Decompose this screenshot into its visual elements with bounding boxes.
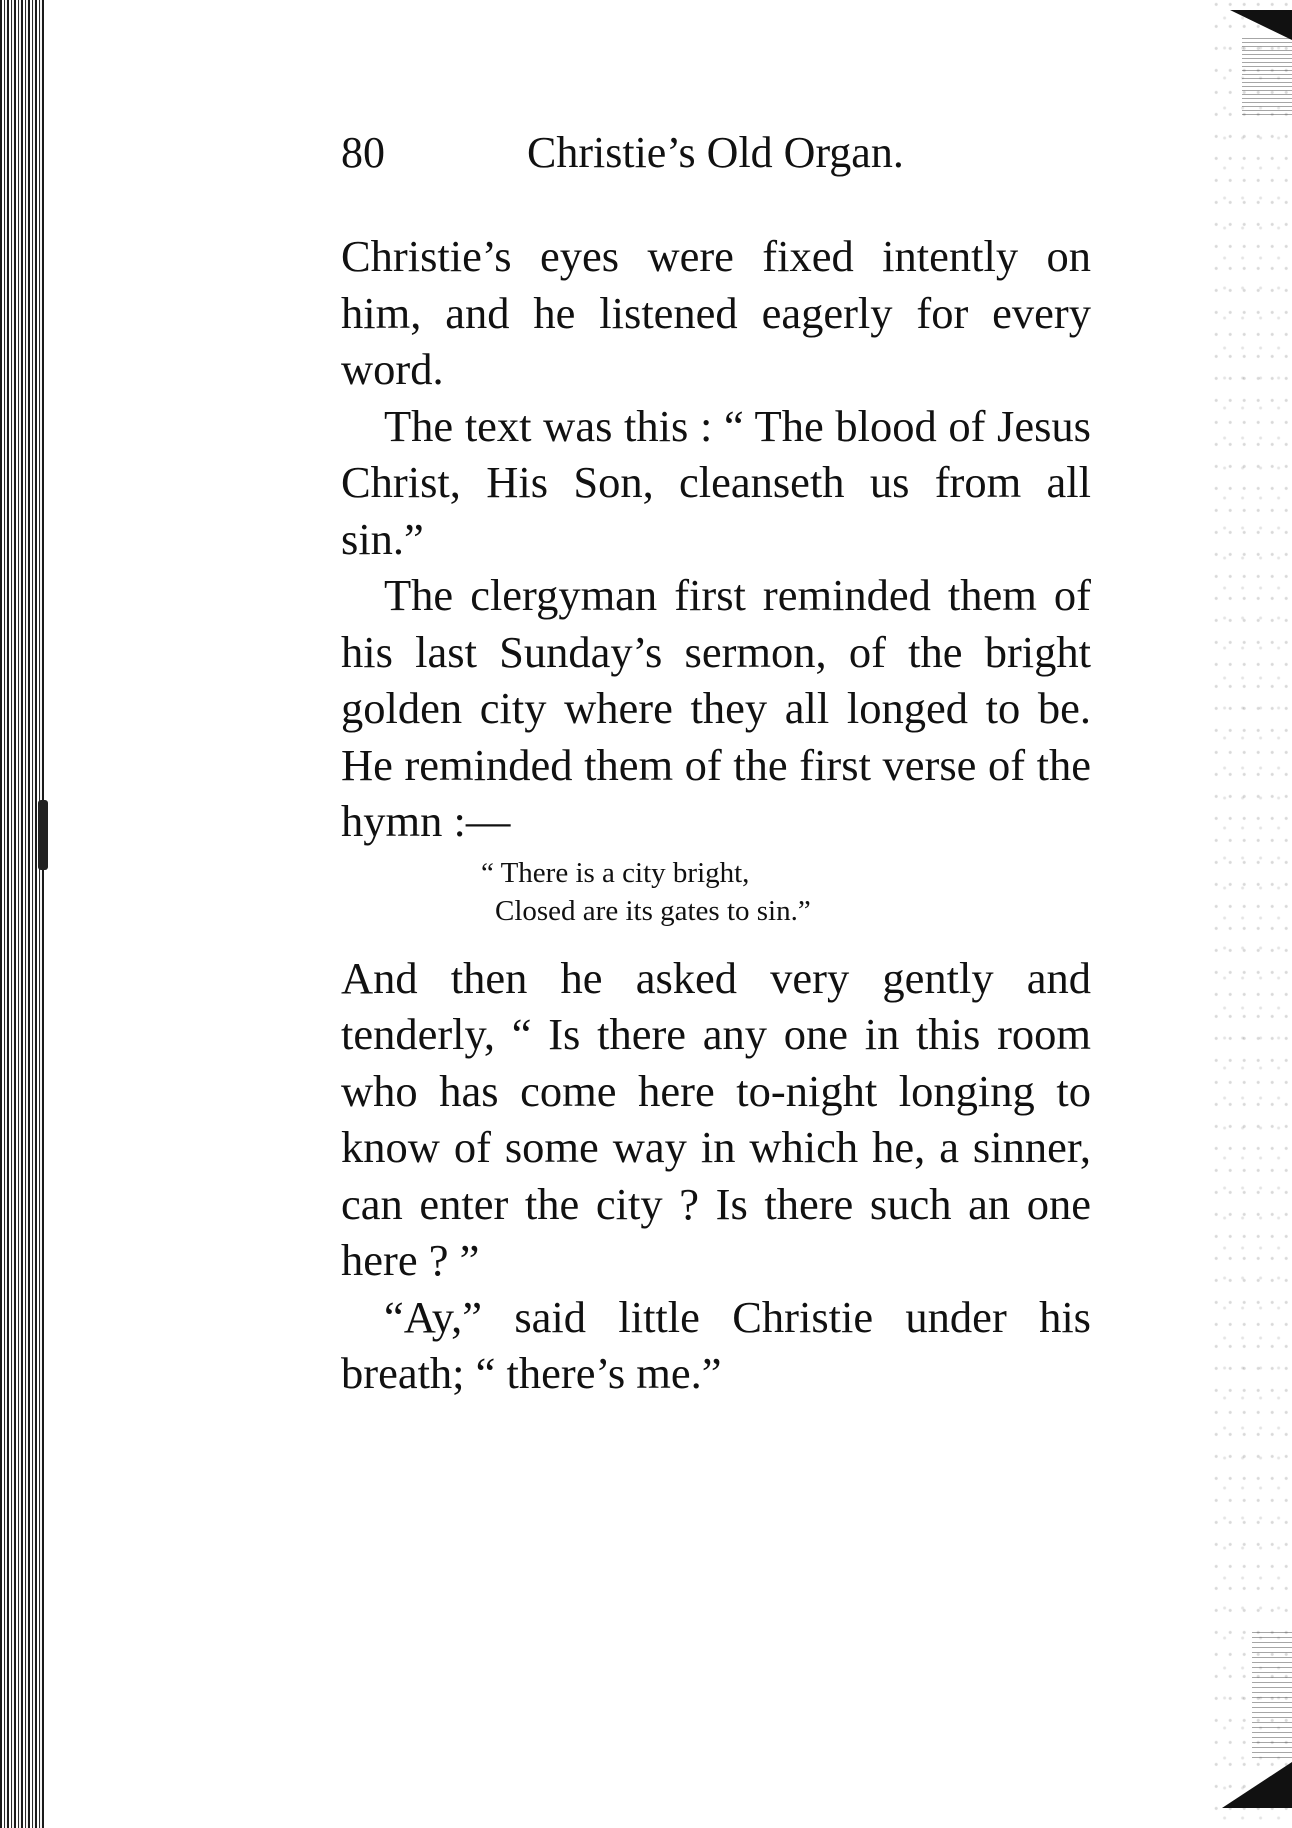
page-number: 80: [341, 128, 385, 177]
hymn-verse: [341, 854, 1091, 930]
paragraph-2: The text was this : “ The blood of Jesus Christ, His Son, cleanseth us from all sin.”: [341, 400, 1091, 564]
page-edge-right: [1212, 0, 1292, 1828]
paragraph-4: And then he asked very gently and tenderly, “ Is there any one in this room who has come here to-night longing to know of some way in which he, a sinner, can enter the city ? Is there such an one here ? ”: [341, 952, 1091, 1285]
page-corner-bottom-shadow: [1252, 1632, 1292, 1762]
page-corner-top: [1230, 10, 1292, 40]
page-corner-top-shadow: [1242, 38, 1292, 118]
verse-line-1: “ There is a city bright,: [481, 856, 750, 889]
running-head: [341, 128, 1091, 178]
book-title: Christie’s Old Organ.: [527, 128, 904, 177]
body-text: [341, 228, 1091, 1402]
paragraph-5: “Ay,” said little Christie under his breath; “ there’s me.”: [341, 1291, 1091, 1398]
book-binding-edge: [0, 0, 44, 1828]
paragraph-1: Christie’s eyes were fixed intently on him, and he listened eagerly for every word.: [341, 231, 1091, 394]
page-corner-bottom: [1222, 1762, 1292, 1808]
verse-line-2: Closed are its gates to sin.”: [495, 894, 811, 927]
binding-notch: [38, 800, 48, 870]
paragraph-3: The clergyman first reminded them of his last Sunday’s sermon, of the bright golden city where they all longed to be. He reminded them of the first verse of the hymn :—: [341, 570, 1091, 846]
